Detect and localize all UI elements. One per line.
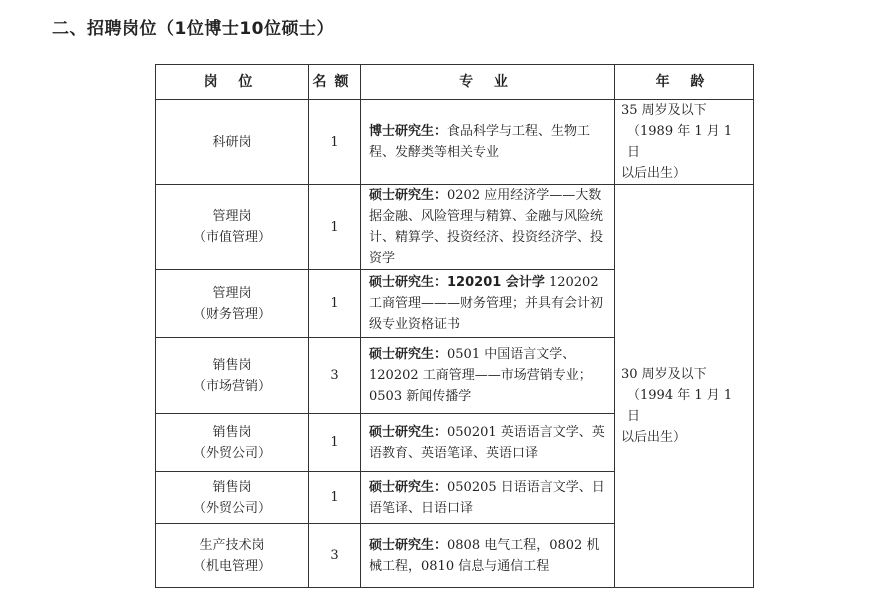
- post-name-cell: [156, 338, 309, 414]
- post-name-cell: [156, 100, 309, 185]
- age-limit: 35 周岁及以下: [621, 103, 707, 118]
- count-cell: 3: [309, 524, 361, 588]
- post-name-cell: [156, 270, 309, 338]
- major-text: 050201 英语语言文学、英语教育、英语笔译、英语口译: [369, 424, 605, 461]
- major-bold-text: 120201 会计学: [447, 275, 545, 290]
- major-cell: [361, 100, 615, 185]
- degree-label: 硕士研究生：: [369, 424, 448, 440]
- age-cell: [615, 100, 754, 185]
- post-subname: （机电管理）: [192, 558, 271, 574]
- count-cell: 1: [309, 472, 361, 524]
- degree-label: 硕士研究生：: [369, 479, 448, 495]
- post-name: 销售岗: [212, 479, 252, 495]
- count-cell: 3: [309, 338, 361, 414]
- post-subname: （市值管理）: [192, 230, 271, 245]
- post-name: 管理岗: [212, 209, 252, 224]
- major-cell: [361, 338, 615, 414]
- major-text: 食品科学与工程、生物工程、发酵类等相关专业: [369, 124, 591, 160]
- major-text: 120202 工商管理———财务管理；并具有会计初级专业资格证书: [369, 275, 604, 332]
- degree-label: 硕士研究生：: [369, 275, 448, 290]
- degree-label: 博士研究生：: [369, 124, 448, 139]
- post-subname: （市场营销）: [192, 378, 271, 394]
- header-post: 岗 位: [156, 65, 309, 100]
- recruitment-table: [155, 64, 754, 588]
- post-name-cell: [156, 185, 309, 270]
- age-birth-suffix: 以后出生）: [621, 166, 687, 181]
- age-birth-date: （1989 年 1 月 1 日: [627, 124, 733, 160]
- header-major: 专 业: [361, 65, 615, 100]
- major-text: 050205 日语语言文学、日语笔译、日语口译: [369, 479, 605, 516]
- post-name: 销售岗: [212, 424, 252, 440]
- header-age: 年 龄: [615, 65, 754, 100]
- section-heading: 二、招聘岗位（1位博士10位硕士）: [52, 19, 334, 39]
- post-name-cell: [156, 472, 309, 524]
- age-birth-date: （1994 年 1 月 1 日: [627, 388, 733, 424]
- age-cell: [615, 185, 754, 588]
- count-cell: 1: [309, 414, 361, 472]
- major-cell: [361, 524, 615, 588]
- count-cell: 1: [309, 270, 361, 338]
- header-count: 名额: [309, 65, 361, 100]
- post-subname: （外贸公司）: [192, 445, 271, 461]
- table-row: [156, 100, 754, 185]
- table-row: [156, 185, 754, 270]
- degree-label: 硕士研究生：: [369, 537, 448, 553]
- major-text: 0501 中国语言文学、120202 工商管理——市场营销专业；0503 新闻传播学: [369, 347, 592, 404]
- major-cell: [361, 270, 615, 338]
- count-cell: 1: [309, 100, 361, 185]
- table-header-row: [156, 65, 754, 100]
- degree-label: 硕士研究生：: [369, 347, 448, 362]
- post-name: 科研岗: [212, 134, 252, 150]
- post-name: 生产技术岗: [199, 537, 265, 553]
- post-subname: （外贸公司）: [192, 500, 271, 516]
- degree-label: 硕士研究生：: [369, 188, 448, 203]
- post-subname: （财务管理）: [192, 306, 271, 322]
- count-cell: 1: [309, 185, 361, 270]
- major-text: 0808 电气工程，0802 机械工程，0810 信息与通信工程: [369, 537, 600, 574]
- post-name: 销售岗: [212, 357, 252, 373]
- age-limit: 30 周岁及以下: [621, 367, 707, 382]
- post-name: 管理岗: [212, 285, 252, 301]
- age-birth-suffix: 以后出生）: [621, 430, 687, 445]
- post-name-cell: [156, 524, 309, 588]
- major-cell: [361, 185, 615, 270]
- post-name-cell: [156, 414, 309, 472]
- major-cell: [361, 472, 615, 524]
- major-text: 0202 应用经济学——大数据金融、风险管理与精算、金融与风险统计、精算学、投资经济、投资经济学、投资学: [369, 188, 604, 266]
- major-cell: [361, 414, 615, 472]
